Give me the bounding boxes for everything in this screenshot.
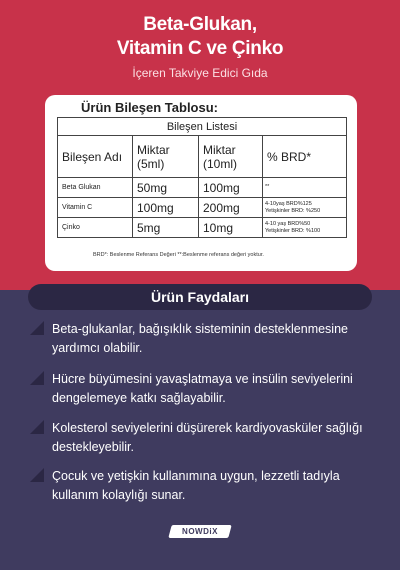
brd-line: 4-10 yaş BRD%50	[265, 220, 311, 227]
column-header: Miktar (5ml)	[133, 136, 199, 178]
brd-line: **	[265, 184, 270, 190]
page-subtitle: İçeren Takviye Edici Gıda	[132, 66, 268, 80]
table-row	[58, 218, 347, 238]
amount-10ml: 10mg	[199, 218, 263, 238]
amount-5ml: 5mg	[133, 218, 199, 238]
page-title-line1: Beta-Glukan,	[143, 14, 257, 35]
ingredient-name: Çinko	[58, 218, 133, 238]
amount-5ml: 50mg	[133, 178, 199, 198]
table-row	[58, 178, 347, 198]
page-title-line2: Vitamin C ve Çinko	[116, 38, 284, 59]
triangle-bullet-icon	[30, 321, 44, 335]
table-header-row	[58, 118, 347, 136]
ingredient-name: Beta Glukan	[58, 178, 133, 198]
amount-5ml: 100mg	[133, 198, 199, 218]
ingredient-table	[57, 117, 347, 238]
benefit-text: Hücre büyümesini yavaşlatmaya ve insülin seviyelerini dengelemeye katkı sağlayabilir.	[52, 372, 353, 405]
ingredient-table-card	[45, 95, 357, 271]
ingredient-name: Vitamin C	[58, 198, 133, 218]
brd-line: 4-10yaş BRD%125	[265, 200, 312, 207]
amount-10ml: 200mg	[199, 198, 263, 218]
table-column-headers	[58, 136, 347, 178]
brd-line: Yetişkinler BRD: %250	[265, 207, 321, 214]
triangle-bullet-icon	[30, 468, 44, 482]
triangle-bullet-icon	[30, 420, 44, 434]
brand-logo	[168, 525, 231, 538]
benefit-text: Çocuk ve yetişkin kullanımına uygun, lezzetli tadıyla kullanım kolaylığı sunar.	[52, 469, 340, 502]
table-footnote: BRD*: Beslenme Referans Değeri **:Beslenme referans değeri yoktur.	[93, 252, 264, 258]
column-header: Miktar (10ml)	[199, 136, 263, 178]
column-header: % BRD*	[263, 136, 347, 178]
triangle-bullet-icon	[30, 371, 44, 385]
brd-value	[263, 218, 347, 238]
benefits-title: Ürün Faydaları	[28, 284, 372, 310]
amount-10ml: 100mg	[199, 178, 263, 198]
benefit-text: Kolesterol seviyelerini düşürerek kardiyovasküler sağlığı destekleyebilir.	[52, 421, 363, 454]
table-row	[58, 198, 347, 218]
brd-value	[263, 178, 347, 198]
column-header: Bileşen Adı	[58, 136, 133, 178]
brd-value	[263, 198, 347, 218]
brand-logo-text: NOWDiX	[182, 527, 218, 536]
benefit-text: Beta-glukanlar, bağışıklık sisteminin desteklenmesine yardımcı olabilir.	[52, 322, 348, 355]
table-card-title: Ürün Bileşen Tablosu:	[81, 100, 218, 115]
brd-line: Yetişkinler BRD: %100	[265, 227, 321, 234]
table-header: Bileşen Listesi	[58, 118, 347, 136]
